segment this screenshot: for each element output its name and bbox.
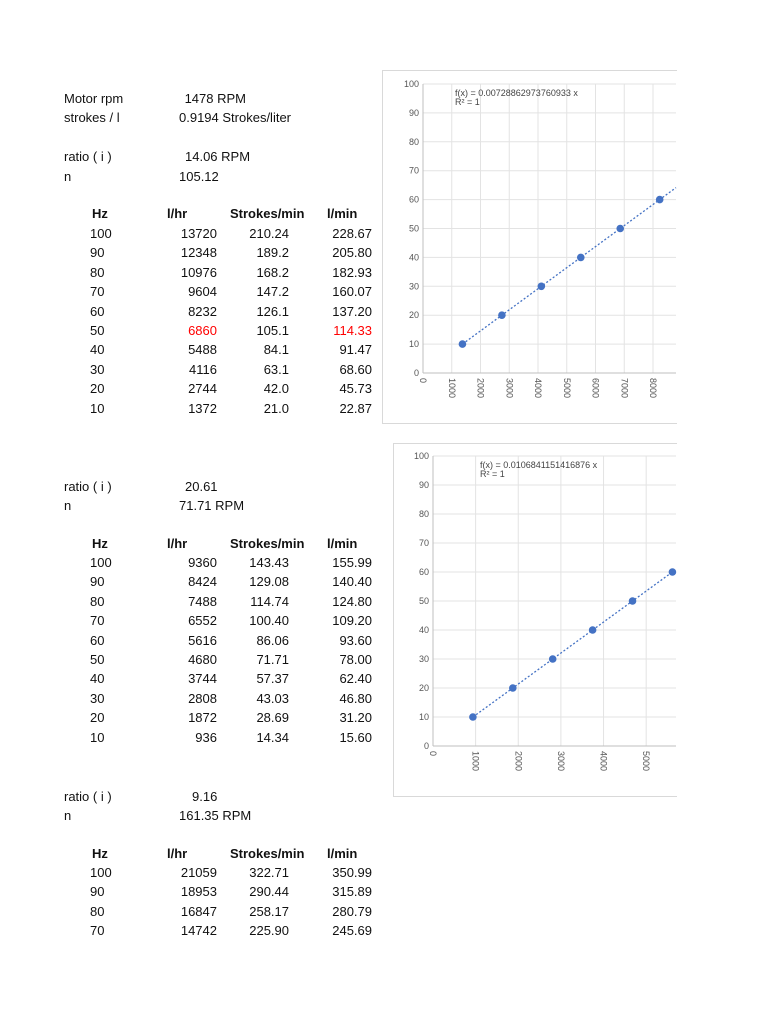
y-tick-label: 50 (418, 596, 429, 606)
table-cell: 63.1 (263, 362, 289, 377)
table-cell: 14.34 (256, 730, 289, 745)
data-point (577, 254, 585, 262)
table-cell: 10 (90, 401, 105, 416)
table-cell: 147.2 (256, 284, 289, 299)
y-tick-label: 20 (408, 310, 419, 321)
scatter-chart-1-svg (383, 71, 677, 423)
r-squared-label: R² = 1 (480, 469, 505, 479)
y-tick-label: 80 (408, 136, 419, 147)
trendline (473, 569, 676, 717)
column-header: Strokes/min (230, 846, 305, 861)
data-point (538, 283, 546, 291)
y-tick-label: 30 (408, 281, 419, 292)
scatter-chart-2-svg (394, 444, 677, 796)
trendline-equation: f(x) = 0.0106841151416876 x (480, 460, 598, 470)
x-tick-label: 8000 (648, 378, 658, 399)
n-value: 71.71 RPM (179, 498, 245, 513)
table-cell: 225.90 (249, 923, 289, 938)
x-tick-label: 7000 (619, 378, 630, 399)
table-cell: 43.03 (256, 691, 289, 706)
x-tick-label: 1000 (446, 378, 457, 399)
scatter-chart-2 (393, 443, 677, 797)
r-squared-label: R² = 1 (455, 97, 480, 107)
table-cell: 20 (90, 710, 105, 725)
table-cell: 1872 (188, 710, 217, 725)
table-cell: 80 (90, 265, 105, 280)
column-header: l/hr (167, 846, 188, 861)
table-cell: 105.1 (256, 323, 289, 338)
ratio-label: ratio ( i ) (64, 479, 112, 494)
table-cell: 78.00 (339, 652, 372, 667)
data-point (459, 340, 467, 348)
y-tick-label: 60 (418, 567, 429, 577)
y-tick-label: 90 (418, 480, 429, 490)
table-cell: 50 (90, 323, 105, 338)
table-cell: 28.69 (256, 710, 289, 725)
table-cell: 22.87 (339, 401, 372, 416)
table-cell: 30 (90, 691, 105, 706)
column-header: Hz (92, 206, 108, 221)
table-cell: 91.47 (339, 342, 372, 357)
table-cell: 90 (90, 884, 105, 899)
table-cell: 14742 (180, 923, 217, 938)
data-point (509, 684, 517, 692)
table-cell: 8232 (188, 304, 217, 319)
table-cell: 60 (90, 304, 105, 319)
table-cell: 60 (90, 633, 105, 648)
y-tick-label: 30 (418, 654, 429, 664)
table-cell: 31.20 (339, 710, 372, 725)
table-cell: 93.60 (339, 633, 372, 648)
ratio-value: 9.16 (192, 789, 218, 804)
table-cell: 168.2 (256, 265, 289, 280)
x-tick-label: 1000 (470, 751, 481, 772)
scatter-chart-1 (382, 70, 677, 424)
table-cell: 6552 (188, 613, 217, 628)
table-cell: 90 (90, 574, 105, 589)
table-cell: 12348 (180, 245, 217, 260)
x-tick-label: 6000 (590, 378, 601, 399)
table-cell: 71.71 (256, 652, 289, 667)
table-cell: 126.1 (256, 304, 289, 319)
table-cell: 155.99 (332, 555, 372, 570)
table-cell: 109.20 (332, 613, 372, 628)
n-label: n (64, 498, 72, 513)
table-cell: 280.79 (332, 904, 372, 919)
table-cell: 143.43 (249, 555, 289, 570)
trendline (462, 188, 676, 344)
table-cell: 129.08 (249, 574, 289, 589)
table-cell: 189.2 (256, 245, 289, 260)
x-tick-label: 4000 (598, 751, 609, 772)
table-cell: 40 (90, 342, 105, 357)
data-point (549, 655, 557, 663)
table-cell: 84.1 (263, 342, 289, 357)
table-cell: 2808 (188, 691, 217, 706)
strokes-per-liter-value: 0.9194 Strokes/liter (179, 110, 292, 125)
column-header: Hz (92, 846, 108, 861)
y-tick-label: 0 (413, 368, 419, 378)
table-cell: 228.67 (332, 226, 372, 241)
n-label: n (64, 808, 72, 823)
table-cell: 40 (90, 671, 105, 686)
ratio-value: 20.61 (185, 479, 218, 494)
table-cell: 6860 (188, 323, 217, 338)
table-cell: 70 (90, 284, 105, 299)
x-tick-label: 3000 (504, 378, 515, 399)
x-tick-label: 0 (428, 751, 438, 757)
x-tick-label: 2000 (475, 378, 486, 399)
data-point (669, 568, 677, 576)
y-tick-label: 100 (403, 79, 419, 89)
x-tick-label: 5000 (561, 378, 572, 399)
table-cell: 4116 (189, 362, 217, 377)
column-header: l/min (327, 536, 358, 551)
x-tick-label: 0 (418, 378, 428, 384)
table-cell: 70 (90, 613, 105, 628)
table-cell: 160.07 (332, 284, 372, 299)
column-header: Hz (92, 536, 108, 551)
n-value: 105.12 (179, 169, 219, 184)
table-cell: 70 (90, 923, 105, 938)
table-cell: 140.40 (332, 574, 372, 589)
data-point (498, 311, 506, 319)
table-cell: 210.24 (249, 226, 289, 241)
table-cell: 3744 (188, 671, 217, 686)
y-tick-label: 10 (418, 712, 429, 722)
table-cell: 18953 (180, 884, 217, 899)
table-cell: 182.93 (332, 265, 372, 280)
table-cell: 10976 (180, 265, 217, 280)
y-tick-label: 80 (418, 509, 429, 519)
table-cell: 100 (90, 226, 112, 241)
data-point (629, 597, 637, 605)
column-header: l/min (327, 206, 358, 221)
y-tick-label: 40 (418, 625, 429, 635)
n-value: 161.35 RPM (179, 808, 252, 823)
table-cell: 9604 (188, 284, 217, 299)
table-cell: 86.06 (256, 633, 289, 648)
table-cell: 30 (90, 362, 105, 377)
y-tick-label: 50 (408, 223, 419, 234)
table-cell: 16847 (180, 904, 217, 919)
table-cell: 62.40 (339, 671, 372, 686)
y-tick-label: 100 (413, 451, 429, 461)
table-cell: 315.89 (332, 884, 372, 899)
n-label: n (64, 169, 72, 184)
column-header: l/hr (167, 206, 188, 221)
y-tick-label: 70 (418, 538, 429, 548)
column-header: Strokes/min (230, 206, 305, 221)
table-cell: 21059 (180, 865, 217, 880)
table-cell: 80 (90, 594, 105, 609)
column-header: Strokes/min (230, 536, 305, 551)
table-cell: 57.37 (256, 671, 289, 686)
table-cell: 137.20 (332, 304, 372, 319)
table-cell: 21.0 (263, 401, 289, 416)
ratio-label: ratio ( i ) (64, 149, 112, 164)
x-tick-label: 3000 (555, 751, 566, 772)
y-tick-label: 40 (408, 252, 419, 263)
y-tick-label: 20 (418, 683, 429, 693)
table-cell: 1372 (188, 401, 217, 416)
ratio-value: 14.06 RPM (185, 149, 251, 164)
data-point (616, 225, 624, 233)
motor-rpm-value: 1478 RPM (184, 91, 246, 106)
table-cell: 8424 (188, 574, 217, 589)
table-cell: 5488 (188, 342, 217, 357)
data-point (589, 626, 597, 634)
y-tick-label: 60 (408, 194, 419, 205)
y-tick-label: 90 (408, 107, 419, 118)
data-point (656, 196, 664, 204)
y-tick-label: 10 (408, 339, 419, 350)
table-cell: 350.99 (332, 865, 372, 880)
x-tick-label: 4000 (533, 378, 543, 399)
table-cell: 20 (90, 381, 105, 396)
table-cell: 68.60 (339, 362, 372, 377)
table-cell: 13720 (180, 226, 217, 241)
table-cell: 9360 (188, 555, 217, 570)
table-cell: 100.40 (249, 613, 289, 628)
table-cell: 4680 (188, 652, 217, 667)
table-cell: 46.80 (339, 691, 372, 706)
data-point (469, 713, 477, 721)
table-cell: 45.73 (339, 381, 372, 396)
y-tick-label: 70 (408, 165, 419, 176)
ratio-label: ratio ( i ) (64, 789, 112, 804)
table-cell: 42.0 (263, 381, 289, 396)
table-cell: 7488 (188, 594, 217, 609)
table-cell: 100 (90, 865, 112, 880)
motor-rpm-label: Motor rpm (64, 91, 124, 106)
table-cell: 114.33 (333, 323, 372, 338)
table-cell: 322.71 (249, 865, 289, 880)
table-cell: 205.80 (332, 245, 372, 260)
table-cell: 5616 (188, 633, 217, 648)
table-cell: 90 (90, 245, 105, 260)
y-tick-label: 0 (423, 741, 429, 751)
table-cell: 290.44 (249, 884, 289, 899)
x-tick-label: 2000 (513, 751, 524, 772)
x-tick-label: 5000 (641, 751, 652, 772)
table-cell: 258.17 (249, 904, 289, 919)
table-cell: 114.74 (250, 594, 289, 609)
table-cell: 245.69 (332, 923, 372, 938)
table-cell: 124.80 (332, 594, 372, 609)
table-cell: 50 (90, 652, 105, 667)
table-cell: 100 (90, 555, 112, 570)
table-cell: 15.60 (339, 730, 372, 745)
trendline-equation: f(x) = 0.00728862973760933 x (455, 88, 578, 98)
table-cell: 2744 (188, 381, 217, 396)
table-cell: 80 (90, 904, 105, 919)
column-header: l/min (327, 846, 358, 861)
strokes-per-liter-label: strokes / l (64, 110, 120, 125)
column-header: l/hr (167, 536, 188, 551)
table-cell: 936 (195, 730, 217, 745)
table-cell: 10 (90, 730, 105, 745)
